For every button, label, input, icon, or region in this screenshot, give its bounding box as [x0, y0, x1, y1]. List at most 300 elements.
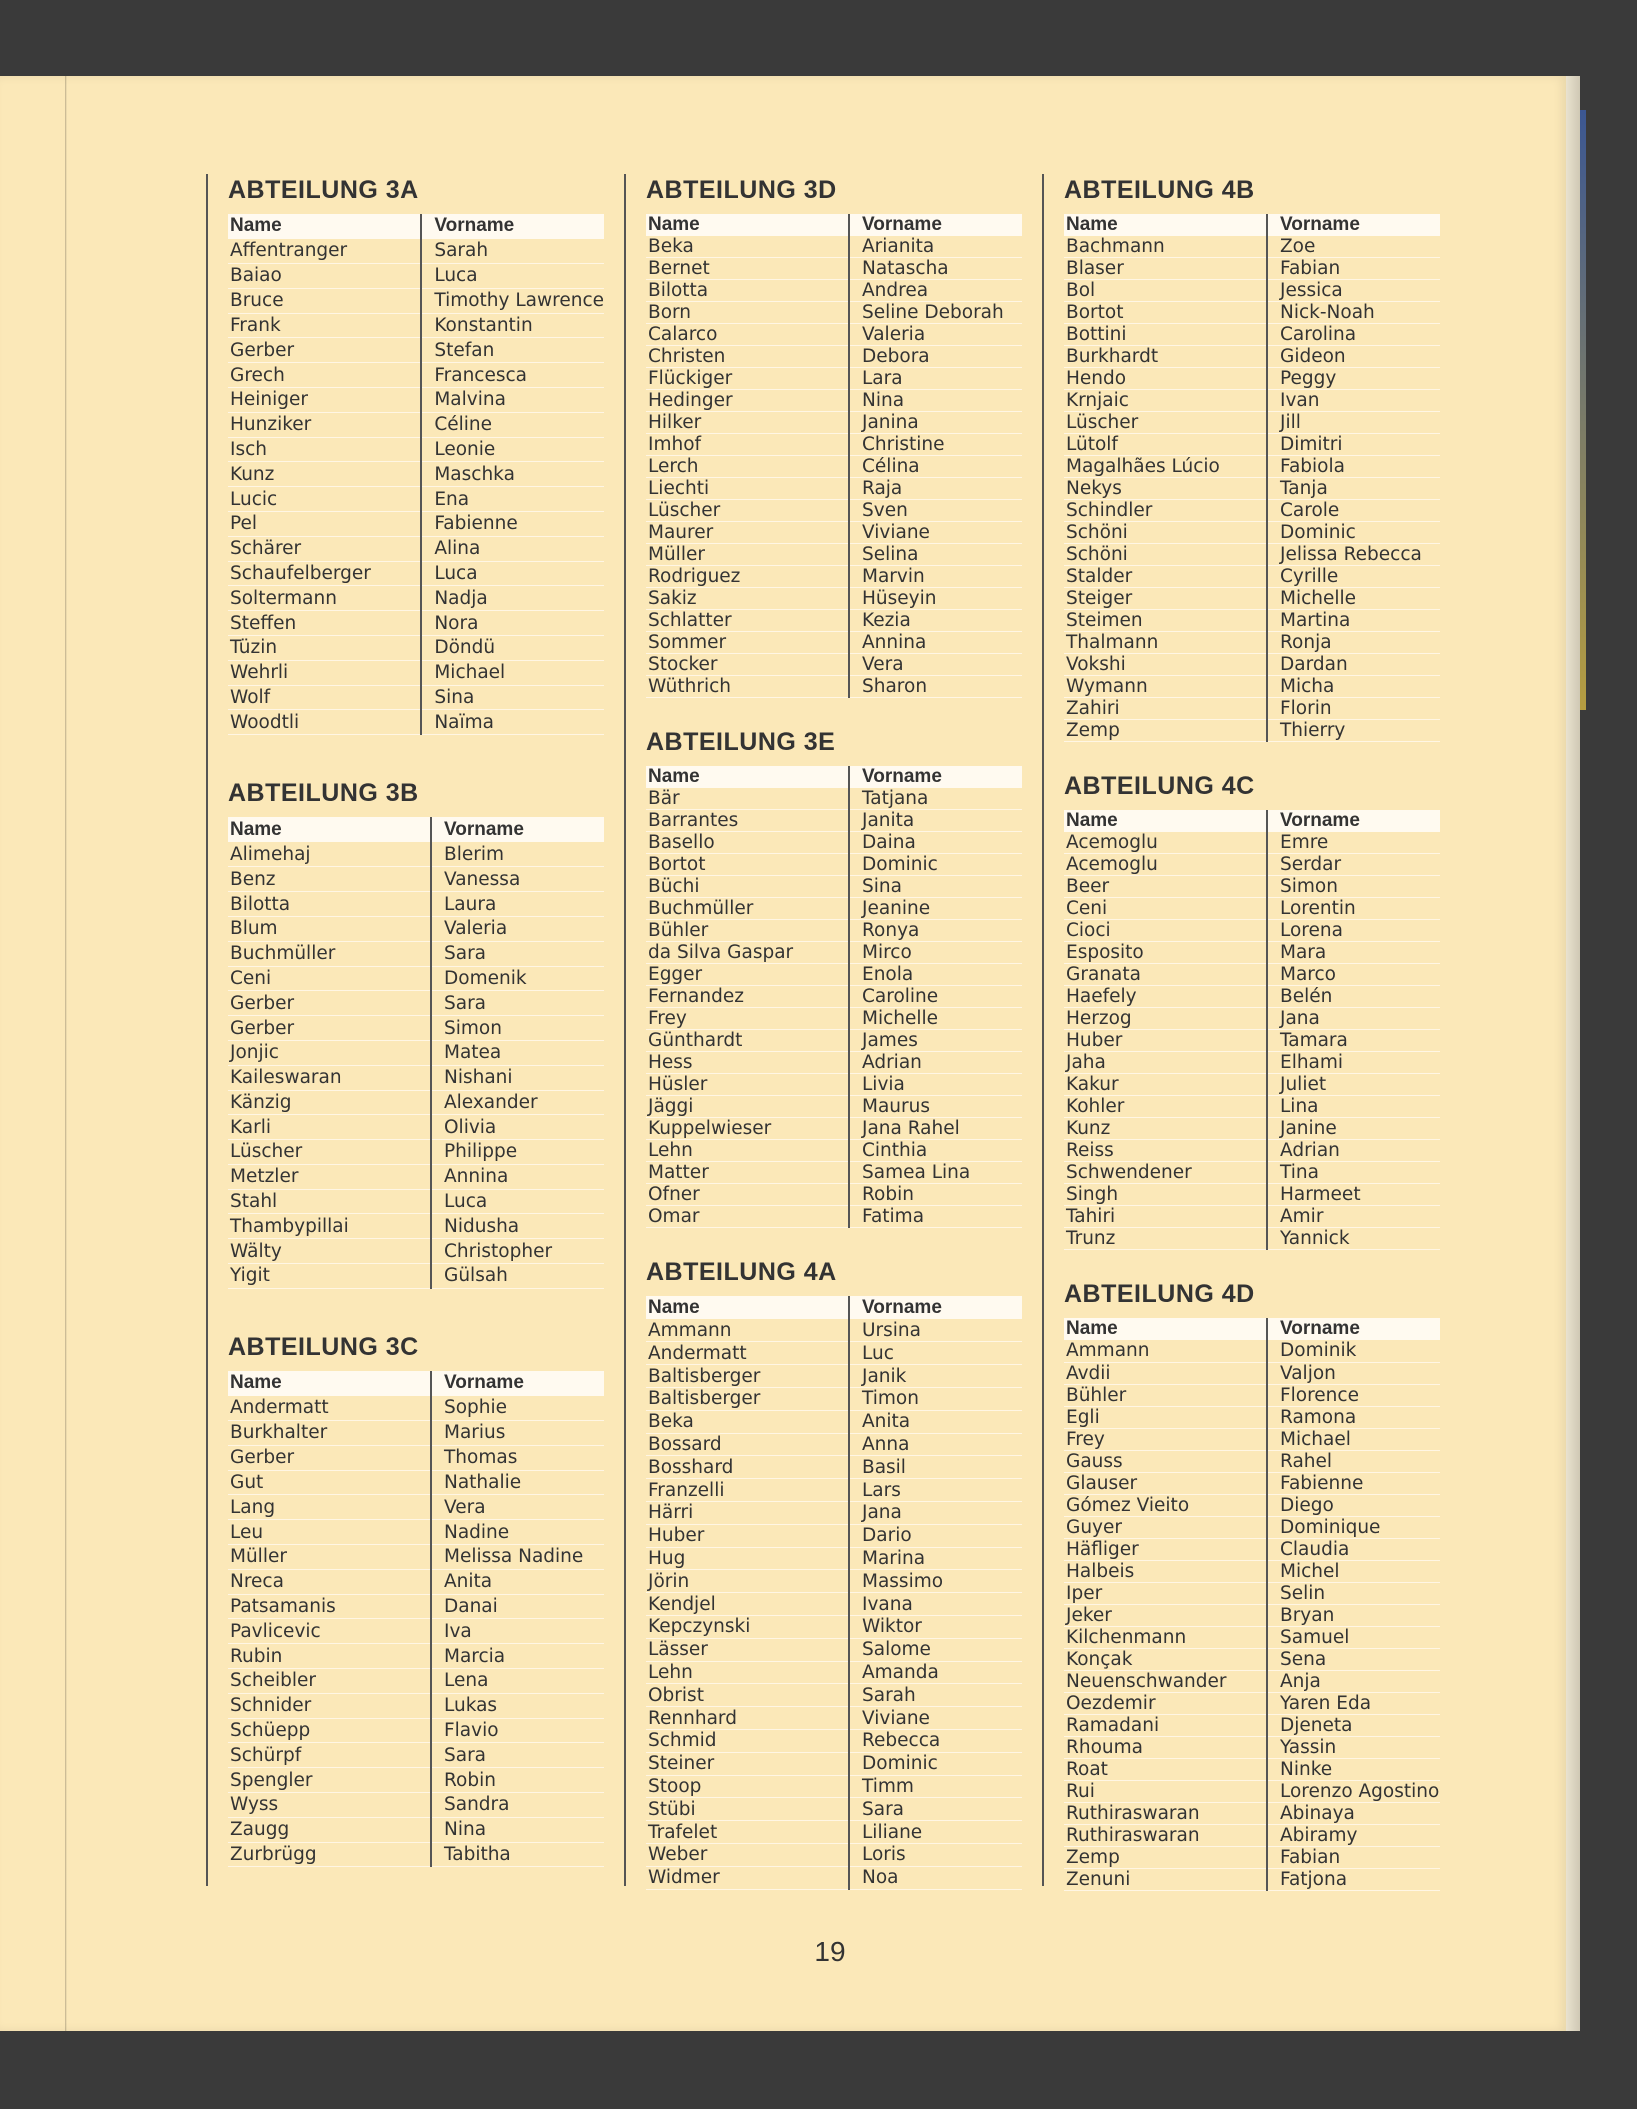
surname-cell: Guyer	[1064, 1516, 1267, 1538]
surname-cell: Heiniger	[228, 388, 421, 413]
firstname-cell: Matea	[431, 1040, 604, 1065]
table-header-row	[228, 817, 604, 842]
surname-cell: Lüscher	[1064, 412, 1267, 434]
table-row	[1064, 1736, 1440, 1758]
surname-cell: Acemoglu	[1064, 854, 1267, 876]
table-row	[646, 854, 1022, 876]
firstname-cell: Sarah	[421, 239, 604, 264]
table-header-row	[1064, 810, 1440, 832]
surname-cell: Liechti	[646, 478, 849, 500]
firstname-cell: Liliane	[849, 1821, 1022, 1844]
surname-cell: Baltisberger	[646, 1388, 849, 1411]
table-row	[228, 1644, 604, 1669]
table-row	[228, 239, 604, 264]
surname-cell: Ceni	[1064, 898, 1267, 920]
table-row	[228, 916, 604, 941]
firstname-cell: Jelissa Rebecca	[1267, 544, 1440, 566]
surname-cell: Neuenschwander	[1064, 1670, 1267, 1692]
table-row	[1064, 258, 1440, 280]
surname-cell: Frey	[1064, 1428, 1267, 1450]
table-row	[646, 1570, 1022, 1593]
surname-cell: Bär	[646, 788, 849, 810]
table-row	[646, 986, 1022, 1008]
firstname-cell: Anita	[431, 1569, 604, 1594]
surname-cell: Bol	[1064, 280, 1267, 302]
surname-cell: Acemoglu	[1064, 832, 1267, 854]
surname-cell: Schwendener	[1064, 1162, 1267, 1184]
surname-cell: Zemp	[1064, 720, 1267, 742]
table-row	[1064, 280, 1440, 302]
table-row	[646, 810, 1022, 832]
firstname-cell: Harmeet	[1267, 1184, 1440, 1206]
surname-cell: Bühler	[646, 920, 849, 942]
firstname-cell: Simon	[431, 1016, 604, 1041]
table-header-row	[1064, 1318, 1440, 1340]
surname-cell: Rubin	[228, 1644, 431, 1669]
firstname-cell: Ivan	[1267, 390, 1440, 412]
firstname-cell: Samea Lina	[849, 1162, 1022, 1184]
table-header-row	[646, 766, 1022, 788]
binding-gutter	[65, 76, 67, 2031]
table-row	[646, 898, 1022, 920]
table-row	[1064, 478, 1440, 500]
class-section	[228, 174, 648, 735]
surname-cell: Müller	[646, 544, 849, 566]
firstname-cell: Seline Deborah	[849, 302, 1022, 324]
firstname-cell: Lorenzo Agostino	[1267, 1780, 1440, 1802]
table-row	[1064, 720, 1440, 742]
table-row	[228, 1495, 604, 1520]
surname-cell: Sommer	[646, 632, 849, 654]
table-row	[646, 1433, 1022, 1456]
firstname-cell: Sara	[431, 941, 604, 966]
surname-cell: Burkhalter	[228, 1420, 431, 1445]
surname-cell: Jörin	[646, 1570, 849, 1593]
surname-cell: Rhouma	[1064, 1736, 1267, 1758]
firstname-cell: Mara	[1267, 942, 1440, 964]
surname-cell: Vokshi	[1064, 654, 1267, 676]
firstname-cell: Valeria	[431, 916, 604, 941]
firstname-cell: Noa	[849, 1866, 1022, 1889]
table-row	[646, 1707, 1022, 1730]
firstname-cell: Malvina	[421, 388, 604, 413]
firstname-cell: Debora	[849, 346, 1022, 368]
firstname-cell: Gülsah	[431, 1264, 604, 1289]
table-row	[1064, 920, 1440, 942]
surname-cell: Blaser	[1064, 258, 1267, 280]
surname-cell: Thambypillai	[228, 1214, 431, 1239]
firstname-cell: Yassin	[1267, 1736, 1440, 1758]
table-row	[1064, 390, 1440, 412]
firstname-cell: Martina	[1267, 610, 1440, 632]
surname-cell: Ruthiraswaran	[1064, 1802, 1267, 1824]
table-row	[228, 1569, 604, 1594]
firstname-cell: Konstantin	[421, 313, 604, 338]
table-row	[1064, 1052, 1440, 1074]
surname-cell: Schaufelberger	[228, 561, 421, 586]
firstname-cell: Dimitri	[1267, 434, 1440, 456]
surname-cell: Pavlicevic	[228, 1619, 431, 1644]
firstname-cell: Philippe	[431, 1140, 604, 1165]
table-row	[228, 1115, 604, 1140]
surname-cell: Zaugg	[228, 1817, 431, 1842]
table-header-row	[1064, 214, 1440, 236]
firstname-cell: Ramona	[1267, 1406, 1440, 1428]
firstname-cell: Nina	[849, 390, 1022, 412]
table-row	[228, 363, 604, 388]
table-row	[1064, 986, 1440, 1008]
firstname-cell: James	[849, 1030, 1022, 1052]
surname-cell: Burkhardt	[1064, 346, 1267, 368]
surname-cell: Herzog	[1064, 1008, 1267, 1030]
surname-cell: Bosshard	[646, 1456, 849, 1479]
table-row	[228, 1214, 604, 1239]
class-section	[646, 726, 1066, 1228]
surname-cell: Haefely	[1064, 986, 1267, 1008]
table-row	[646, 1206, 1022, 1228]
section-title: ABTEILUNG 3C	[228, 1332, 419, 1361]
surname-cell: Kunz	[1064, 1118, 1267, 1140]
table-row	[646, 1593, 1022, 1616]
table-row	[646, 1661, 1022, 1684]
firstname-cell: Sandra	[431, 1792, 604, 1817]
firstname-cell: Tabitha	[431, 1842, 604, 1867]
surname-cell: Baiao	[228, 264, 421, 289]
surname-cell: Hilker	[646, 412, 849, 434]
table-row	[228, 1792, 604, 1817]
column-header-name: Name	[646, 766, 849, 788]
table-row	[228, 288, 604, 313]
column-header-vorname: Vorname	[849, 1296, 1022, 1319]
firstname-cell: Carolina	[1267, 324, 1440, 346]
surname-cell: Schürpf	[228, 1743, 431, 1768]
table-row	[228, 1470, 604, 1495]
firstname-cell: Domenik	[431, 966, 604, 991]
surname-cell: Woodtli	[228, 710, 421, 735]
surname-cell: Grech	[228, 363, 421, 388]
firstname-cell: Robin	[431, 1768, 604, 1793]
surname-cell: Granata	[1064, 964, 1267, 986]
firstname-cell: Zoe	[1267, 236, 1440, 258]
firstname-cell: Fabian	[1267, 1846, 1440, 1868]
surname-cell: Ofner	[646, 1184, 849, 1206]
table-row	[228, 611, 604, 636]
table-row	[228, 1768, 604, 1793]
surname-cell: Müller	[228, 1544, 431, 1569]
firstname-cell: Sharon	[849, 676, 1022, 698]
table-row	[646, 920, 1022, 942]
table-row	[1064, 1758, 1440, 1780]
firstname-cell: Tamara	[1267, 1030, 1440, 1052]
firstname-cell: Amir	[1267, 1206, 1440, 1228]
surname-cell: Kohler	[1064, 1096, 1267, 1118]
table-row	[646, 390, 1022, 412]
surname-cell: Cioci	[1064, 920, 1267, 942]
firstname-cell: Micha	[1267, 676, 1440, 698]
firstname-cell: Andrea	[849, 280, 1022, 302]
firstname-cell: Anja	[1267, 1670, 1440, 1692]
firstname-cell: Arianita	[849, 236, 1022, 258]
surname-cell: Blum	[228, 916, 431, 941]
firstname-cell: Nathalie	[431, 1470, 604, 1495]
firstname-cell: Florence	[1267, 1384, 1440, 1406]
firstname-cell: Marina	[849, 1547, 1022, 1570]
surname-cell: Ceni	[228, 966, 431, 991]
surname-cell: Affentranger	[228, 239, 421, 264]
surname-cell: Gerber	[228, 991, 431, 1016]
firstname-cell: Thierry	[1267, 720, 1440, 742]
table-row	[1064, 1626, 1440, 1648]
surname-cell: Ruthiraswaran	[1064, 1824, 1267, 1846]
column-header-vorname: Vorname	[849, 214, 1022, 236]
surname-cell: Nreca	[228, 1569, 431, 1594]
surname-cell: Gut	[228, 1470, 431, 1495]
class-section	[1064, 1278, 1484, 1890]
surname-cell: Glauser	[1064, 1472, 1267, 1494]
firstname-cell: Dominic	[849, 1752, 1022, 1775]
surname-cell: Beer	[1064, 876, 1267, 898]
surname-cell: Reiss	[1064, 1140, 1267, 1162]
table-row	[228, 1544, 604, 1569]
surname-cell: Gerber	[228, 1445, 431, 1470]
firstname-cell: Stefan	[421, 338, 604, 363]
firstname-cell: Marcia	[431, 1644, 604, 1669]
table-row	[646, 1410, 1022, 1433]
table-row	[1064, 1648, 1440, 1670]
surname-cell: Sakiz	[646, 588, 849, 610]
table-row	[1064, 1428, 1440, 1450]
firstname-cell: Anita	[849, 1410, 1022, 1433]
firstname-cell: Michelle	[849, 1008, 1022, 1030]
table-row	[646, 1547, 1022, 1570]
surname-cell: Thalmann	[1064, 632, 1267, 654]
surname-cell: Steffen	[228, 611, 421, 636]
surname-cell: Kilchenmann	[1064, 1626, 1267, 1648]
surname-cell: Lehn	[646, 1140, 849, 1162]
table-row	[1064, 832, 1440, 854]
table-row	[646, 1866, 1022, 1889]
column-header-vorname: Vorname	[1267, 214, 1440, 236]
firstname-cell: Viviane	[849, 1707, 1022, 1730]
table-row	[228, 1140, 604, 1165]
column-header-name: Name	[228, 817, 431, 842]
firstname-cell: Dardan	[1267, 654, 1440, 676]
surname-cell: Kepczynski	[646, 1616, 849, 1639]
table-row	[1064, 1008, 1440, 1030]
table-row	[1064, 876, 1440, 898]
table-row	[228, 1743, 604, 1768]
section-title: ABTEILUNG 4C	[1064, 772, 1255, 801]
table-row	[228, 636, 604, 661]
surname-cell: Bruce	[228, 288, 421, 313]
table-row	[1064, 588, 1440, 610]
surname-cell: Magalhães Lúcio	[1064, 456, 1267, 478]
table-row	[228, 1817, 604, 1842]
firstname-cell: Jana Rahel	[849, 1118, 1022, 1140]
firstname-cell: Robin	[849, 1184, 1022, 1206]
firstname-cell: Janik	[849, 1365, 1022, 1388]
firstname-cell: Michael	[421, 660, 604, 685]
table-row	[228, 842, 604, 867]
firstname-cell: Lena	[431, 1668, 604, 1693]
table-row	[1064, 1074, 1440, 1096]
surname-cell: Jäggi	[646, 1096, 849, 1118]
surname-cell: Christen	[646, 346, 849, 368]
firstname-cell: Danai	[431, 1594, 604, 1619]
firstname-cell: Samuel	[1267, 1626, 1440, 1648]
table-row	[1064, 1096, 1440, 1118]
table-row	[1064, 1560, 1440, 1582]
column-header-name: Name	[1064, 810, 1267, 832]
surname-cell: Frey	[646, 1008, 849, 1030]
surname-cell: Lütolf	[1064, 434, 1267, 456]
table-row	[1064, 1604, 1440, 1626]
surname-cell: Halbeis	[1064, 1560, 1267, 1582]
table-row	[646, 1479, 1022, 1502]
firstname-cell: Caroline	[849, 986, 1022, 1008]
surname-cell: Lehn	[646, 1661, 849, 1684]
firstname-cell: Fatjona	[1267, 1868, 1440, 1890]
surname-cell: Imhof	[646, 434, 849, 456]
surname-cell: Zenuni	[1064, 1868, 1267, 1890]
table-row	[228, 867, 604, 892]
table-row	[228, 437, 604, 462]
class-section	[228, 777, 648, 1289]
table-row	[646, 632, 1022, 654]
firstname-cell: Belén	[1267, 986, 1440, 1008]
table-row	[646, 942, 1022, 964]
table-row	[1064, 1184, 1440, 1206]
table-row	[646, 1524, 1022, 1547]
firstname-cell: Selin	[1267, 1582, 1440, 1604]
table-row	[1064, 1162, 1440, 1184]
surname-cell: Huber	[1064, 1030, 1267, 1052]
firstname-cell: Jessica	[1267, 280, 1440, 302]
surname-cell: Huber	[646, 1524, 849, 1547]
surname-cell: Roat	[1064, 1758, 1267, 1780]
table-row	[646, 1684, 1022, 1707]
table-row	[228, 1090, 604, 1115]
firstname-cell: Annina	[431, 1164, 604, 1189]
surname-cell: Tüzin	[228, 636, 421, 661]
firstname-cell: Emre	[1267, 832, 1440, 854]
surname-cell: Hunziker	[228, 412, 421, 437]
surname-cell: Steiger	[1064, 588, 1267, 610]
firstname-cell: Dario	[849, 1524, 1022, 1547]
firstname-cell: Mirco	[849, 942, 1022, 964]
firstname-cell: Jana	[1267, 1008, 1440, 1030]
firstname-cell: Vera	[849, 654, 1022, 676]
surname-cell: Schöni	[1064, 522, 1267, 544]
surname-cell: Schärer	[228, 536, 421, 561]
firstname-cell: Marco	[1267, 964, 1440, 986]
firstname-cell: Loris	[849, 1844, 1022, 1867]
roster-table	[1064, 1318, 1440, 1890]
table-row	[646, 346, 1022, 368]
column-header-vorname: Vorname	[1267, 1318, 1440, 1340]
table-row	[228, 1040, 604, 1065]
surname-cell: Pel	[228, 512, 421, 537]
surname-cell: Avdii	[1064, 1362, 1267, 1384]
table-row	[1064, 1118, 1440, 1140]
table-row	[1064, 1846, 1440, 1868]
surname-cell: Kendjel	[646, 1593, 849, 1616]
surname-cell: Schöni	[1064, 544, 1267, 566]
surname-cell: Buchmüller	[228, 941, 431, 966]
surname-cell: Zemp	[1064, 1846, 1267, 1868]
table-row	[646, 478, 1022, 500]
table-row	[1064, 500, 1440, 522]
table-row	[646, 876, 1022, 898]
table-row	[646, 544, 1022, 566]
firstname-cell: Salome	[849, 1638, 1022, 1661]
table-header-row	[646, 214, 1022, 236]
firstname-cell: Michel	[1267, 1560, 1440, 1582]
firstname-cell: Dominique	[1267, 1516, 1440, 1538]
surname-cell: Tahiri	[1064, 1206, 1267, 1228]
table-row	[646, 258, 1022, 280]
surname-cell: Rodriguez	[646, 566, 849, 588]
column-header-vorname: Vorname	[849, 766, 1022, 788]
surname-cell: Singh	[1064, 1184, 1267, 1206]
roster-table	[646, 214, 1022, 698]
surname-cell: Bernet	[646, 258, 849, 280]
firstname-cell: Luca	[421, 561, 604, 586]
firstname-cell: Daina	[849, 832, 1022, 854]
firstname-cell: Ninke	[1267, 1758, 1440, 1780]
firstname-cell: Dominic	[1267, 522, 1440, 544]
surname-cell: Weber	[646, 1844, 849, 1867]
firstname-cell: Fabiola	[1267, 456, 1440, 478]
table-row	[646, 610, 1022, 632]
table-row	[1064, 1406, 1440, 1428]
table-row	[228, 1842, 604, 1867]
surname-cell: Lässer	[646, 1638, 849, 1661]
firstname-cell: Christopher	[431, 1239, 604, 1264]
table-row	[1064, 566, 1440, 588]
firstname-cell: Cinthia	[849, 1140, 1022, 1162]
firstname-cell: Sven	[849, 500, 1022, 522]
cover-edge	[1580, 110, 1586, 710]
surname-cell: Steiner	[646, 1752, 849, 1775]
table-row	[1064, 854, 1440, 876]
surname-cell: Andermatt	[228, 1396, 431, 1421]
surname-cell: Beka	[646, 236, 849, 258]
firstname-cell: Céline	[421, 412, 604, 437]
roster-table	[228, 817, 604, 1289]
firstname-cell: Vera	[431, 1495, 604, 1520]
table-row	[228, 586, 604, 611]
firstname-cell: Flavio	[431, 1718, 604, 1743]
table-row	[228, 462, 604, 487]
surname-cell: Bottini	[1064, 324, 1267, 346]
section-title: ABTEILUNG 3A	[228, 176, 419, 204]
table-row	[646, 1096, 1022, 1118]
column-header-vorname: Vorname	[1267, 810, 1440, 832]
section-title: ABTEILUNG 4B	[1064, 176, 1255, 204]
firstname-cell: Luca	[421, 264, 604, 289]
firstname-cell: Cyrille	[1267, 566, 1440, 588]
table-row	[646, 1616, 1022, 1639]
table-row	[1064, 1450, 1440, 1472]
firstname-cell: Sophie	[431, 1396, 604, 1421]
firstname-cell: Wiktor	[849, 1616, 1022, 1639]
surname-cell: Matter	[646, 1162, 849, 1184]
table-row	[228, 1668, 604, 1693]
firstname-cell: Lorena	[1267, 920, 1440, 942]
surname-cell: Wehrli	[228, 660, 421, 685]
surname-cell: Bachmann	[1064, 236, 1267, 258]
